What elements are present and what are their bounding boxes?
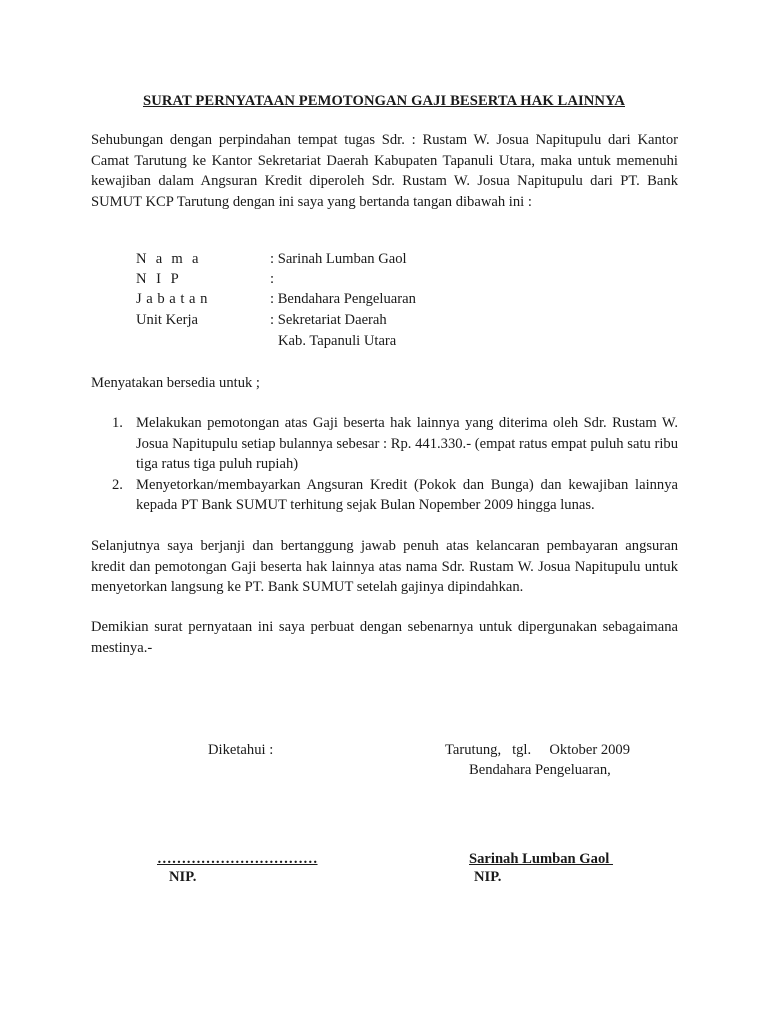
place-date: Tarutung, tgl. Oktober 2009 [445,742,631,758]
statement-intro: Menyatakan bersedia untuk ; [91,375,260,391]
acknowledger-nip: NIP. [169,869,197,885]
unit-kerja-value: : Sekretariat Daerah [270,312,387,328]
commitment-paragraph: Selanjutnya saya berjanji dan bertanggung jawab penuh atas kelancaran pembayaran angsuran kredit dan pemotongan Gaji beserta hak lainnya atas nama Sdr. Rustam W. Josua Napitupulu untuk menyetorkan langsung ke PT. Bank SUMUT setelah gajinya dipindahkan. [91,538,678,595]
statement-list [91,413,678,516]
closing-paragraph: Demikian surat pernyataan ini saya perbuat dengan sebenarnya untuk dipergunakan sebagaimana mestinya.- [91,619,678,656]
acknowledger-name-placeholder: …………………………… [157,851,318,867]
list-item-number: 2. [112,476,123,493]
jabatan-value: : Bendahara Pengeluaran [270,291,416,307]
list-item [91,475,678,516]
unit-kerja-value-continued: Kab. Tapanuli Utara [278,333,397,349]
intro-paragraph: Sehubungan dengan perpindahan tempat tugas Sdr. : Rustam W. Josua Napitupulu dari Kantor Camat Tarutung ke Kantor Sekretariat Daerah Kabupaten Tapanuli Utara, maka untuk memenuhi kewajiban dalam Angsuran Kredit diperoleh Sdr. Rustam W. Josua Napitupulu dari PT. Bank SUMUT KCP Tarutung dengan ini saya yang bertanda tangan dibawah ini : [91,132,678,210]
letter-title: SURAT PERNYATAAN PEMOTONGAN GAJI BESERTA HAK LAINNYA [142,93,626,109]
signer-nip: NIP. [474,869,502,885]
jabatan-label: Jabatan [136,291,212,307]
nama-label: Nama [136,251,208,267]
signer-role: Bendahara Pengeluaran, [469,762,611,778]
list-item [91,413,678,475]
signer-name: Sarinah Lumban Gaol [469,851,613,867]
nip-label: NIP [136,271,189,287]
nama-value: : Sarinah Lumban Gaol [270,251,407,267]
list-item-text: Menyetorkan/membayarkan Angsuran Kredit (Pokok dan Bunga) dan kewajiban lainnya kepada PT Bank SUMUT terhitung sejak Bulan Nopember 2009 hingga lunas. [136,476,678,513]
nip-value: : [270,271,275,287]
acknowledged-heading: Diketahui : [208,742,274,758]
list-item-number: 1. [112,415,123,431]
unit-kerja-label: Unit Kerja [136,312,199,328]
list-item-text: Melakukan pemotongan atas Gaji beserta hak lainnya yang diterima oleh Sdr. Rustam W. Josua Napitupulu setiap bulannya sebesar : Rp. 441.330.- (empat ratus empat puluh satu ribu tiga ratus tiga puluh rupiah) [136,415,678,472]
